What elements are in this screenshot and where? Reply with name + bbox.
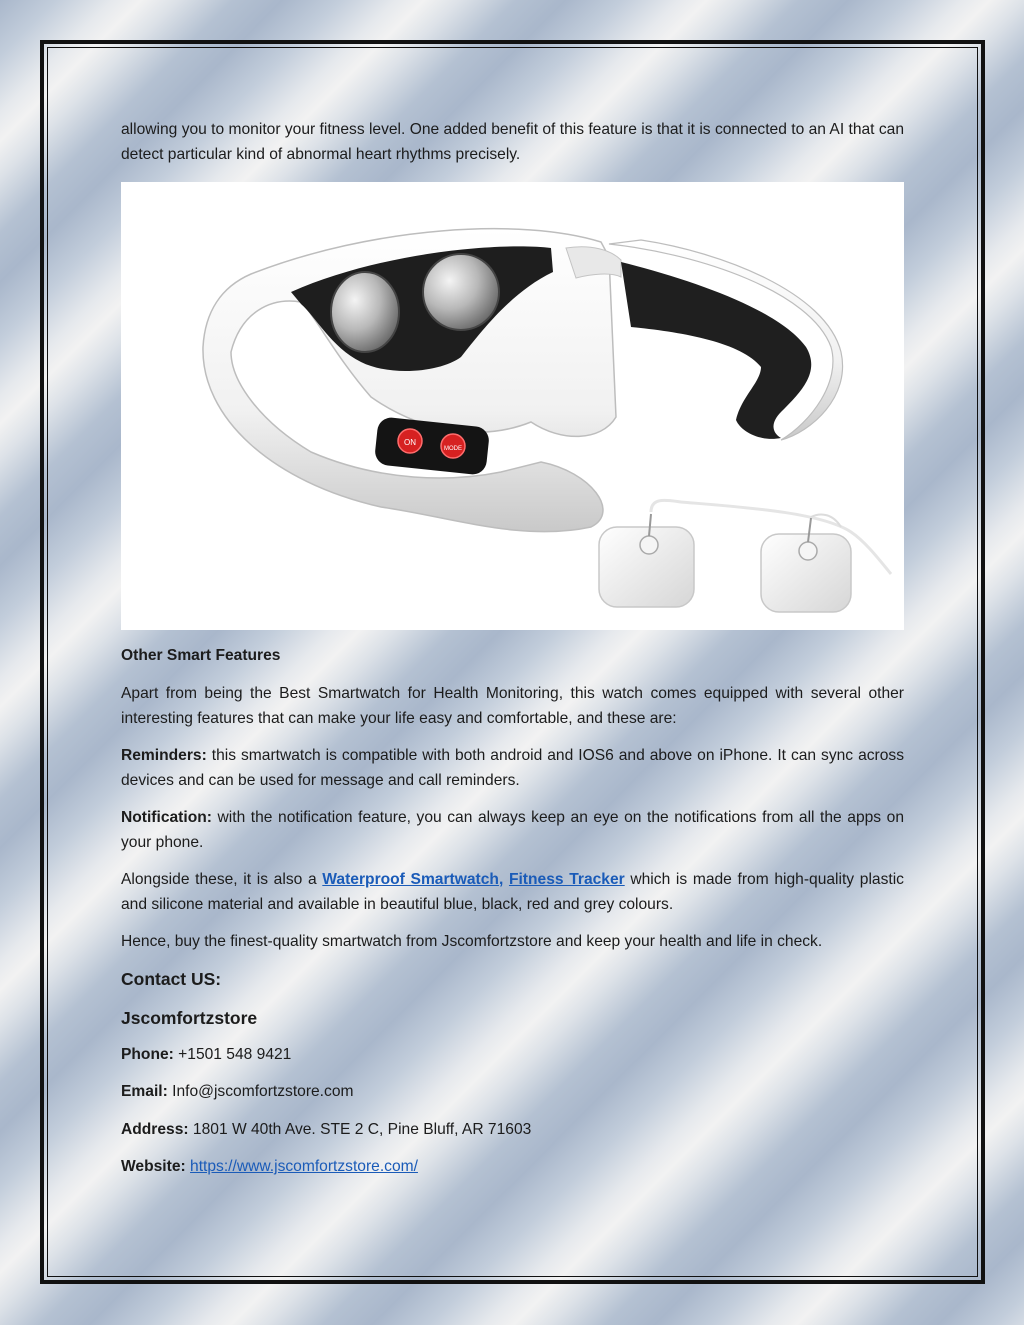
reminders-paragraph [121, 744, 904, 793]
alongside-after: which is made from high-quality plastic and silicone material and available in beautiful blue, black, red and grey colours. [121, 871, 904, 913]
intro-paragraph: allowing you to monitor your fitness level. One added benefit of this feature is that it is connected to an AI that can detect particular kind of abnormal heart rhythms precisely. [121, 121, 904, 163]
notification-label: Notification: [121, 809, 212, 826]
fitness-tracker-link[interactable]: Fitness Tracker [508, 871, 625, 888]
address-value: 1801 W 40th Ave. STE 2 C, Pine Bluff, AR 71603 [188, 1120, 532, 1138]
website-line [121, 1155, 904, 1180]
phone-line [121, 1043, 904, 1068]
phone-label: Phone: [121, 1045, 174, 1063]
waterproof-smartwatch-link[interactable]: Waterproof Smartwatch [322, 871, 499, 888]
email-line [121, 1080, 904, 1105]
product-image-neck-massager [121, 182, 904, 630]
hence-paragraph: Hence, buy the finest-quality smartwatch from Jscomfortzstore and keep your health and life in check. [121, 933, 823, 950]
address-label: Address: [121, 1120, 189, 1138]
phone-value: +1501 548 9421 [173, 1045, 292, 1063]
website-link[interactable]: https://www.jscomfortzstore.com/ [190, 1158, 418, 1175]
company-name: Jscomfortzstore [121, 1007, 258, 1028]
section-heading-other-features: Other Smart Features [121, 647, 281, 664]
link-separator[interactable]: , [498, 871, 504, 888]
notification-text: with the notification feature, you can always keep an eye on the notifications from all the apps on your phone. [121, 809, 904, 851]
email-label: Email: [121, 1083, 168, 1100]
apart-paragraph: Apart from being the Best Smartwatch for Health Monitoring, this watch comes equipped with several other interesting features that can make your life easy and comfortable, and these are: [121, 685, 904, 727]
email-value: Info@jscomfortzstore.com [167, 1083, 354, 1100]
address-line [121, 1118, 904, 1143]
reminders-text: this smartwatch is compatible with both android and IOS6 and above on iPhone. It can sync across devices and can be used for message and call reminders. [121, 747, 904, 789]
website-label: Website: [121, 1158, 186, 1175]
neck-massager-illustration [121, 182, 904, 630]
alongside-paragraph [121, 868, 904, 917]
on-button-label: ON [404, 438, 416, 447]
alongside-before: Alongside these, it is also a [121, 871, 323, 888]
reminders-label: Reminders: [121, 747, 207, 764]
mode-button-label: MODE [444, 446, 462, 452]
contact-heading: Contact US: [121, 968, 222, 989]
document-body [121, 118, 904, 1180]
notification-paragraph [121, 806, 904, 855]
